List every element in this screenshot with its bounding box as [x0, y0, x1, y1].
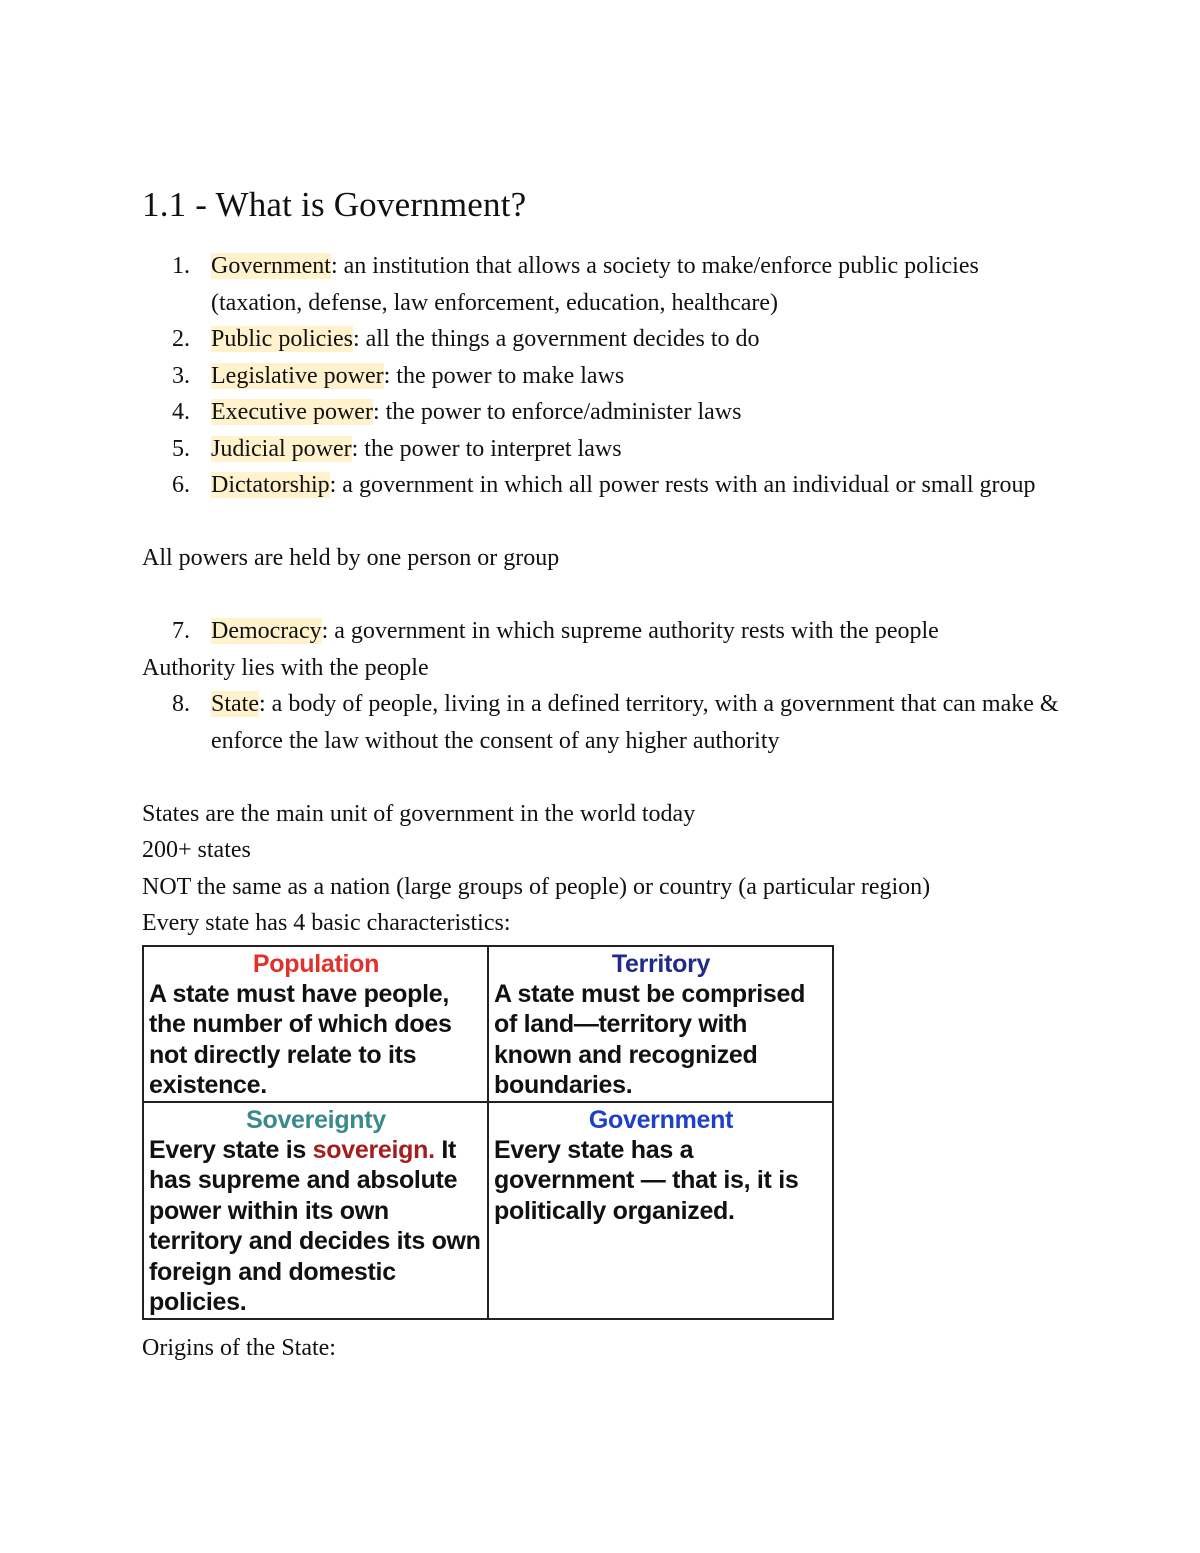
definitions-list-3	[142, 686, 1062, 759]
government-heading: Government	[588, 1105, 734, 1134]
definition-item	[142, 613, 1062, 650]
sovereignty-heading: Sovereignty	[246, 1105, 386, 1134]
sovereignty-body-pre: Every state is	[149, 1135, 313, 1164]
state-note: 200+ states	[142, 837, 251, 863]
cell-government	[488, 1102, 833, 1319]
definition-text: : the power to interpret laws	[351, 435, 622, 462]
list-number: 4.	[172, 399, 190, 425]
definition-text: : all the things a government decides to do	[352, 326, 760, 352]
list-number: 3.	[172, 362, 190, 389]
definition-item	[142, 467, 1062, 504]
state-note: Every state has 4 basic characteristics:	[142, 910, 511, 936]
term-state: State	[211, 691, 259, 717]
term-judicial-power: Judicial power	[211, 435, 352, 462]
term-democracy: Democracy	[211, 618, 322, 644]
table-row	[143, 1102, 833, 1319]
definition-item	[142, 321, 1062, 358]
definition-text: : a body of people, living in a defined territory, with a government that can make & enforce the law without the consent of any higher authority	[211, 691, 1059, 754]
term-dictatorship: Dictatorship	[211, 472, 330, 498]
population-body: A state must have people, the number of which does not directly relate to its existence.	[149, 979, 452, 1099]
definition-item	[142, 431, 1062, 468]
note-dictatorship: All powers are held by one person or group	[142, 545, 560, 571]
definition-text: : a government in which supreme authority rests with the people	[321, 618, 939, 644]
term-executive-power: Executive power	[211, 399, 373, 425]
blank-line	[142, 759, 1062, 796]
cell-population	[143, 946, 488, 1102]
table-row	[143, 946, 833, 1102]
population-heading: Population	[252, 949, 380, 978]
term-public-policies: Public policies	[211, 326, 353, 352]
note-democracy: Authority lies with the people	[142, 654, 429, 681]
sovereign-keyword: sovereign.	[312, 1135, 435, 1164]
state-note: States are the main unit of government in the world today	[142, 800, 696, 827]
government-body: Every state has a government — that is, it is politically organized.	[494, 1135, 799, 1225]
blank-line	[142, 577, 1062, 614]
list-number: 7.	[172, 618, 190, 644]
term-government: Government	[211, 253, 331, 279]
characteristics-table	[142, 945, 834, 1320]
definition-item	[142, 248, 1062, 321]
list-number: 6.	[172, 472, 190, 498]
origins-heading: Origins of the State:	[142, 1334, 336, 1361]
document-page	[142, 180, 1062, 1366]
list-number: 5.	[172, 435, 190, 462]
definition-text: : an institution that allows a society to make/enforce public policies (taxation, defense, law enforcement, education, healthcare)	[211, 253, 979, 316]
cell-sovereignty	[143, 1102, 488, 1319]
definition-text: : the power to enforce/administer laws	[372, 399, 742, 425]
definitions-list-2	[142, 613, 1062, 650]
page-title: 1.1 - What is Government?	[142, 185, 527, 224]
definition-item	[142, 358, 1062, 395]
territory-body: A state must be comprised of land—territory with known and recognized boundaries.	[494, 979, 806, 1099]
blank-line	[142, 504, 1062, 541]
territory-heading: Territory	[611, 949, 711, 978]
definition-text: : the power to make laws	[383, 362, 625, 389]
cell-territory	[488, 946, 833, 1102]
definition-item	[142, 394, 1062, 431]
list-number: 1.	[172, 253, 190, 279]
term-legislative-power: Legislative power	[211, 362, 384, 389]
sovereignty-body-post: It has supreme and absolute power within its own territory and decides its own foreign and domestic policies.	[149, 1135, 481, 1316]
state-note: NOT the same as a nation (large groups of people) or country (a particular region)	[142, 873, 931, 900]
list-number: 8.	[172, 691, 190, 717]
definition-item	[142, 686, 1062, 759]
definition-text: : a government in which all power rests with an individual or small group	[329, 472, 1036, 498]
definitions-list-1	[142, 248, 1062, 504]
list-number: 2.	[172, 326, 190, 352]
sovereignty-body	[149, 1135, 483, 1318]
